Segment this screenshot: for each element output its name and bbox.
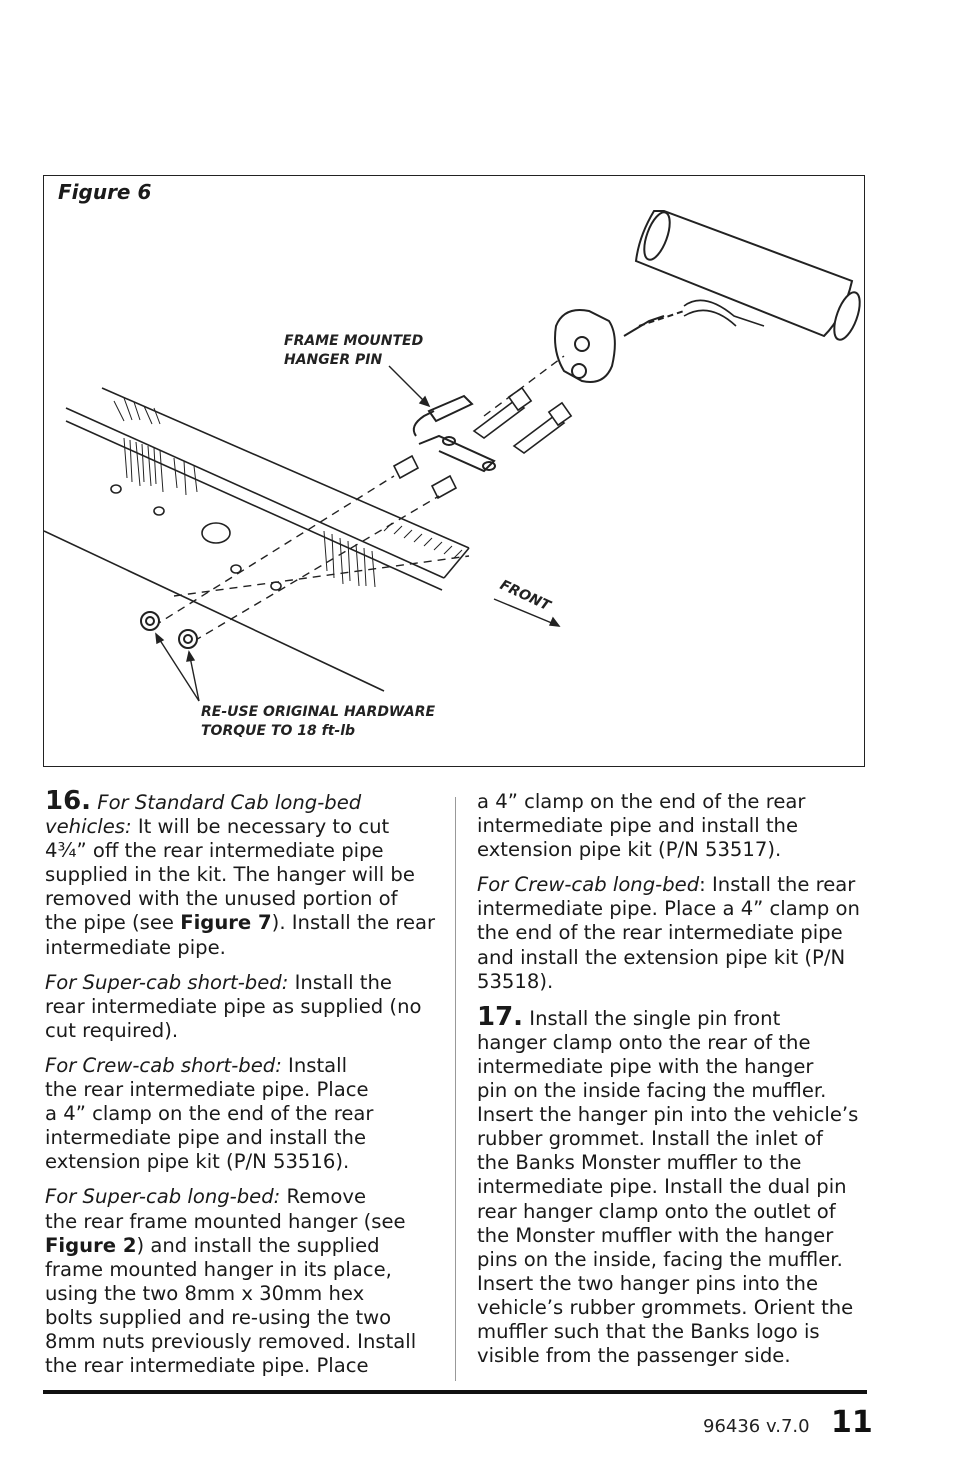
para-line: the rear frame mounted hanger (see bbox=[45, 1209, 406, 1233]
exhaust-hanger-diagram bbox=[44, 176, 863, 765]
crew-cab-short-bed bbox=[45, 1054, 437, 1174]
step-number: 16. bbox=[45, 786, 92, 816]
step17-line: muffler such that the Banks logo is bbox=[477, 1319, 820, 1343]
step16-line: removed with the unused portion of bbox=[45, 887, 398, 911]
para-line: frame mounted hanger in its place, bbox=[45, 1257, 392, 1281]
para-line: cut required). bbox=[45, 1018, 179, 1042]
label-reuse-hardware: RE-USE ORIGINAL HARDWARE bbox=[201, 704, 436, 720]
step17-line: pin on the inside facing the muffler. bbox=[477, 1079, 827, 1103]
para-line: the end of the rear intermediate pipe bbox=[477, 921, 843, 945]
step16-vehicle-2: vehicles: bbox=[45, 815, 132, 839]
step17-line: Insert the two hanger pins into the bbox=[477, 1271, 819, 1295]
crew-cab-long-bed bbox=[477, 873, 869, 993]
figure-7-reference: Figure 7 bbox=[180, 911, 272, 935]
para-line: a 4” clamp on the end of the rear bbox=[477, 790, 806, 813]
label-hanger-pin: HANGER PIN bbox=[284, 352, 383, 368]
continued-text bbox=[477, 790, 869, 862]
step16-line: ). Install the rear bbox=[271, 911, 436, 935]
para-line: bolts supplied and re-using the two bbox=[45, 1305, 392, 1329]
vehicle-type: For Crew-cab long-bed bbox=[477, 873, 700, 897]
para-line: intermediate pipe and install the bbox=[45, 1126, 367, 1150]
step17-line: intermediate pipe with the hanger bbox=[477, 1054, 814, 1078]
para-line: the rear intermediate pipe. Place bbox=[45, 1354, 369, 1378]
figure-2-reference: Figure 2 bbox=[45, 1233, 137, 1257]
para-text: : Install the rear bbox=[699, 873, 856, 897]
para-line: extension pipe kit (P/N 53517). bbox=[477, 838, 782, 862]
para-line: a 4” clamp on the end of the rear bbox=[45, 1102, 374, 1126]
step17-line: the Banks Monster muffler to the bbox=[477, 1151, 802, 1175]
document-code: 96436 v.7.0 bbox=[703, 1416, 810, 1437]
label-frame-mounted: FRAME MOUNTED bbox=[284, 333, 424, 349]
para-line: 8mm nuts previously removed. Install bbox=[45, 1329, 417, 1353]
step16-line: intermediate pipe. bbox=[45, 935, 226, 959]
para-line: extension pipe kit (P/N 53516). bbox=[45, 1150, 350, 1174]
diagram-labels bbox=[201, 333, 554, 739]
step17-line: rear hanger clamp onto the outlet of bbox=[477, 1199, 836, 1223]
vehicle-type: For Super-cab short-bed: bbox=[45, 970, 289, 994]
frame-rail bbox=[44, 388, 469, 691]
step17-line: pins on the inside, facing the muffler. bbox=[477, 1247, 843, 1271]
step17-line: intermediate pipe. Install the dual pin bbox=[477, 1175, 847, 1199]
tailpipe bbox=[636, 209, 863, 343]
left-column bbox=[45, 786, 437, 1389]
para-line: the rear intermediate pipe. Place bbox=[45, 1078, 369, 1102]
para-line: intermediate pipe. Place a 4” clamp on bbox=[477, 897, 860, 921]
para-line: using the two 8mm x 30mm hex bbox=[45, 1281, 365, 1305]
para-text: Install the bbox=[288, 970, 392, 994]
step-17 bbox=[477, 1001, 869, 1368]
step16-text: It will be necessary to cut bbox=[131, 815, 390, 839]
footer-rule bbox=[43, 1390, 867, 1394]
label-front: FRONT bbox=[497, 577, 553, 615]
para-line: and install the extension pipe kit (P/N bbox=[477, 945, 846, 969]
figure-6 bbox=[43, 175, 865, 767]
step17-line: rubber grommet. Install the inlet of bbox=[477, 1127, 823, 1151]
para-text: Remove bbox=[280, 1185, 367, 1209]
right-column bbox=[477, 790, 869, 1379]
para-line: 53518). bbox=[477, 969, 554, 993]
step17-line: the Monster muffler with the hanger bbox=[477, 1223, 834, 1247]
vehicle-type: For Super-cab long-bed: bbox=[45, 1185, 281, 1209]
step17-line: Insert the hanger pin into the vehicle’s bbox=[477, 1103, 859, 1127]
spacers bbox=[394, 456, 456, 498]
step17-line: visible from the passenger side. bbox=[477, 1344, 791, 1368]
super-cab-short-bed bbox=[45, 971, 437, 1043]
vehicle-type: For Crew-cab short-bed: bbox=[45, 1053, 282, 1077]
para-line: ) and install the supplied bbox=[136, 1233, 380, 1257]
step-number: 17. bbox=[477, 1001, 524, 1032]
hex-bolts bbox=[474, 388, 571, 453]
page-number: 11 bbox=[831, 1405, 873, 1440]
label-torque: TORQUE TO 18 ft-lb bbox=[201, 723, 356, 739]
figure-title: Figure 6 bbox=[58, 180, 152, 204]
step16-line: supplied in the kit. The hanger will be bbox=[45, 863, 415, 887]
para-text: Install bbox=[281, 1053, 348, 1077]
step17-line: vehicle’s rubber grommets. Orient the bbox=[477, 1295, 854, 1319]
step17-line: hanger clamp onto the rear of the bbox=[477, 1030, 811, 1054]
super-cab-long-bed bbox=[45, 1185, 437, 1378]
column-divider bbox=[455, 797, 456, 1381]
step17-line: Install the single pin front bbox=[523, 1006, 781, 1030]
step16-line: the pipe (see bbox=[45, 911, 181, 935]
para-line: intermediate pipe and install the bbox=[477, 814, 799, 838]
alignment-lines bbox=[154, 356, 564, 641]
rubber-isolator bbox=[555, 310, 684, 382]
step-16 bbox=[45, 786, 437, 960]
step16-vehicle: For Standard Cab long-bed bbox=[97, 791, 362, 814]
step16-line: 4¾” off the rear intermediate pipe bbox=[45, 839, 384, 863]
para-line: rear intermediate pipe as supplied (no bbox=[45, 994, 422, 1018]
